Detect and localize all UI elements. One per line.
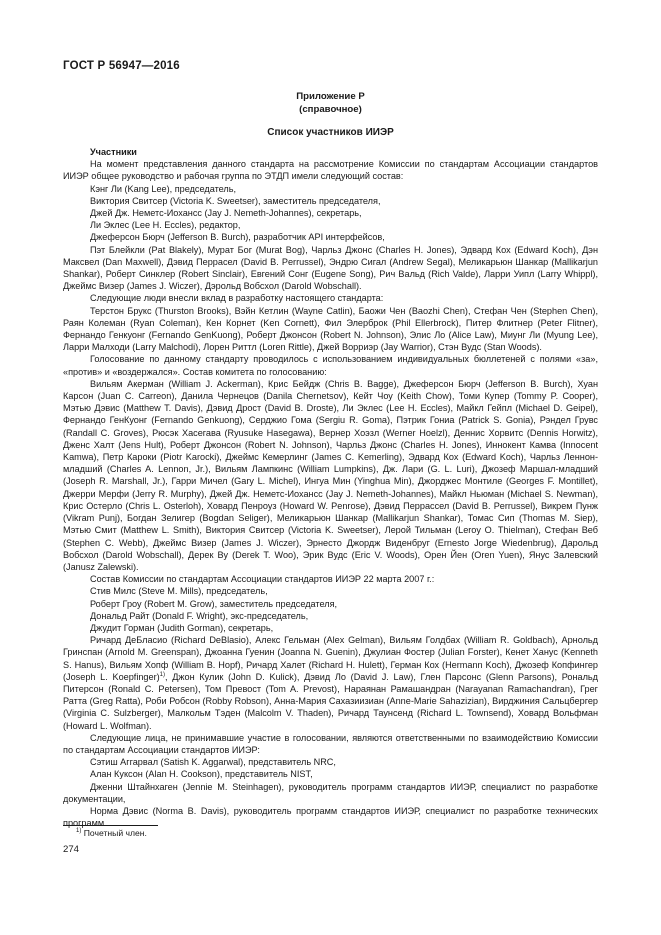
- board-members-part-1: Ричард ДеБласио (Richard DeBlasio), Алекс Гельман (Alex Gelman), Вильям Голдбах (William R. Goldbach), Арнольд Гринспан (Arnold M. Greenspan), Джоанна Гуенин (Joanna N. Guenin), Джулиан Фостер (Julian Forster), Кенет Ханус (Kenneth S. Hanus), Вильям Хопф (William B. Hopf), Ричард Халет (Richard H. Hulett), Герман Кох (Hermann Koch), Джозеф Копфингер (Joseph L. Koepfinger): [63, 635, 598, 682]
- contributors-intro: Следующие люди внесли вклад в разработку настоящего стандарта:: [90, 293, 384, 304]
- board-chair: Стив Милс (Steve M. Mills), председатель,: [90, 586, 268, 597]
- appendix-title: Приложение Р: [296, 91, 365, 102]
- board-secretary: Джудит Горман (Judith Gorman), секретарь,: [90, 622, 274, 633]
- document-body: [63, 146, 598, 829]
- section-title: Список участников ИИЭР: [267, 127, 394, 138]
- board-intro: Состав Комиссии по стандартам Ассоциации стандартов ИИЭР 22 марта 2007 г.:: [90, 574, 435, 585]
- board-vice-chair: Роберт Гроу (Robert M. Grow), заместитель председателя,: [90, 598, 338, 609]
- footnote-text: Почетный член.: [83, 828, 147, 838]
- member-editor: Ли Эклес (Lee H. Eccles), редактор,: [90, 220, 241, 231]
- member-chair: Кэнг Ли (Kang Lee), председатель,: [90, 183, 237, 194]
- footnote-reference: 1): [159, 671, 165, 678]
- liaison-program-manager-2: Норма Дэвис (Norma B. Davis), руководитель программ стандартов ИИЭР, специалист по разработке технических программ.: [63, 805, 598, 829]
- member-vice-chair: Виктория Свитсер (Victoria K. Sweetser), заместитель председателя,: [90, 195, 381, 206]
- liaison-nist: Алан Куксон (Alan H. Cookson), представитель NIST,: [90, 769, 313, 780]
- standard-code: ГОСТ Р 56947—2016: [63, 60, 180, 72]
- participants-heading: Участники: [90, 147, 137, 157]
- board-past-chair: Дональд Райт (Donald F. Wright), экс-председатель,: [90, 610, 309, 621]
- board-members-list: [63, 634, 598, 732]
- footnote: [76, 828, 147, 838]
- liaisons-intro: Следующие лица, не принимавшие участие в голосовании, являются ответственными по взаимодействию Комиссии по стандартам Ассоциации стандартов ИИЭР:: [63, 732, 598, 755]
- liaison-program-manager-1: Дженни Штайнхаген (Jennie M. Steinhagen), руководитель программ стандартов ИИЭР, специалист по разработке документации,: [63, 781, 598, 804]
- ballot-committee-list: Вильям Акерман (William J. Ackerman), Крис Бейдж (Chris B. Bagge), Джеферсон Бюрч (Jefferson B. Burch), Хуан Карсон (Juan C. Carreon), Данила Чернецов (Danila Chernetsov), Кейт Чоу (Keith Chow), Томи Купер (Tommy P. Cooper), Мэтью Дэвис (Matthew T. Davis), Дэвид Дрост (David B. Droste), Ли Эклес (Lee H. Eccles), Майкл Гейпл (Michael D. Geipel), Фернандо ГенКуонг (Fernando Genkuong), Серджио Гома (Sergiu R. Goma), Пэтрик Гониа (Patrick S. Gonia), Рэндел Грувс (Randall C. Groves), Рюсэк Хасегава (Ryusuke Hasegawa), Вернер Хоэзл (Werner Hoelzl), Деннис Хорвитс (Dennis Horwitz), Дженс Халт (Jens Hult), Роберт Джонсон (Robert N. Johnson), Чарльз Джонс (Charles H. Jones), Иннокент Камва (Innocent Kamwa), Петр Кароки (Piotr Karocki), Джеймс Кемерлинг (James C. Kemerling), Эдвард Кох (Edward Koch), Чарльз Леннон-младший (Charles A. Lennon, Jr.), Вильям Лампкинс (William Lumpkins), Дж. Лари (G. L. Luri), Джозеф Маршал-младший (Joseph R. Marshall, Jr.), Гарри Мичел (Gary L. Michel), Ингуа Мин (Yinghua Min), Джорджес Монтиле (Georges F. Montillet), Джерри Мерфи (Jerry R. Murphy), Джей Дж. Неметс-Иохансс (Jay J. Nemeth-Johannes), Майкл Ньюман (Michael S. Newman), Крис Остерло (Chris L. Osterloh), Ховард Пенроуз (Howard W. Penrose), Дэвид Перрассел (David B. Perrussel), Викрем Пунж (Vikram Punj), Богдан Зелигер (Bogdan Seliger), Меликарьюн Шанкар (Mallikarjun Shankar), Томас Сип (Thomas M. Siep), Мэтью Смит (Matthew L. Smith), Виктория Свитсер (Victoria K. Sweetser), Лерой Тильман (Leroy O. Thielman), Стефан Веб (Stephen C. Webb), Джеймс Визер (James J. Wiczer), Эрнесто Джордж Виденбруг (Ernesto Jorge Wiedenbrug), Дарольд Вобсхол (Darold Wobschall), Дерек Ву (Derek T. Woo), Эрик Вудс (Eric V. Woods), Орен Йен (Oren Yuen), Янус Залевский (Janusz Zalewski).: [63, 378, 598, 572]
- appendix-subtitle: (справочное): [299, 104, 362, 115]
- ballot-intro: Голосование по данному стандарту проводилось с использованием индивидуальных бюллетеней с полями «за», «против» и «воздержался». Состав комитета по голосованию:: [63, 354, 598, 377]
- member-api-developer: Джеферсон Бюрч (Jefferson B. Burch), разработчик API интерфейсов,: [90, 232, 385, 243]
- working-group-members: Пэт Блейкли (Pat Blakely), Мурат Бог (Murat Bog), Чарльз Джонс (Charles H. Jones), Эдвард Кох (Edward Koch), Дэн Максвел (Dan Maxwell), Дэвид Перрасел (David B. Perrussel), Эндрю Сигал (Andrew Segal), Меликарьюн Шанкар (Mallikarjun Shankar), Роберт Синклер (Robert Sinclair), Евгений Сонг (Eugene Song), Рич Вальд (Rich Valde), Ларри Уипл (Larry Whippl), Джеймс Визер (James J. Wiczer), Дэрольд Вобсхол (Darold Wobschall).: [63, 244, 598, 292]
- footnote-divider: [63, 825, 158, 826]
- liaison-nrc: Сэтиш Аггарвал (Satish K. Aggarwal), представитель NRC,: [90, 757, 336, 768]
- page-number: 274: [63, 844, 80, 855]
- footnote-marker: 1): [76, 828, 82, 835]
- board-members-part-2: , Джон Кулик (John D. Kulick), Дэвид Ло (David J. Law), Глен Парсонс (Glenn Parsons), Рональд Питерсон (Ronald C. Petersen), Том Превост (Tom A. Prevost), Нараянан Рамашандран (Narayanan Ramachandran), Грег Ратта (Greg Ratta), Роби Робсон (Robby Robson), Анна-Мария Сахазиизиан (Anne-Marie Sahazizian), Вирджиния Сальцбергер (Virginia C. Sulzberger), Малкольм Тэден (Malcolm V. Thaden), Ричард Таунсенд (Richard L. Townsend), Ховард Вольфман (Howard L. Wolfman).: [63, 671, 598, 731]
- contributors-list: Терстон Брукс (Thurston Brooks), Вэйн Кетлин (Wayne Catlin), Баожи Чен (Baozhi Chen), Стефан Чен (Stephen Chen), Раян Колеман (Ryan Coleman), Кен Корнет (Ken Cornett), Фил Элерброк (Phil Ellerbrock), Питер Флитнер (Peter Flitner), Фернандо Генкуонг (Fernando GenKuong), Роберт Джонсон (Robert N. Johnson), Элис Ло (Alice Law), Миунг Ли (Myung Lee), Ларри Малходи (Larry Malchodi), Лорен Риттл (Loren Rittle), Джей Ворриэр (Jay Warrior), Стэн Вудс (Stan Woods).: [63, 305, 598, 353]
- paragraph-intro: На момент представления данного стандарта на рассмотрение Комиссии по стандартам Ассоциации стандартов ИИЭР общее руководство и рабочая группа по ЭТДП имели следующий состав:: [63, 159, 598, 182]
- member-secretary: Джей Дж. Неметс-Иохансс (Jay J. Nemeth-Johannes), секретарь,: [90, 208, 362, 219]
